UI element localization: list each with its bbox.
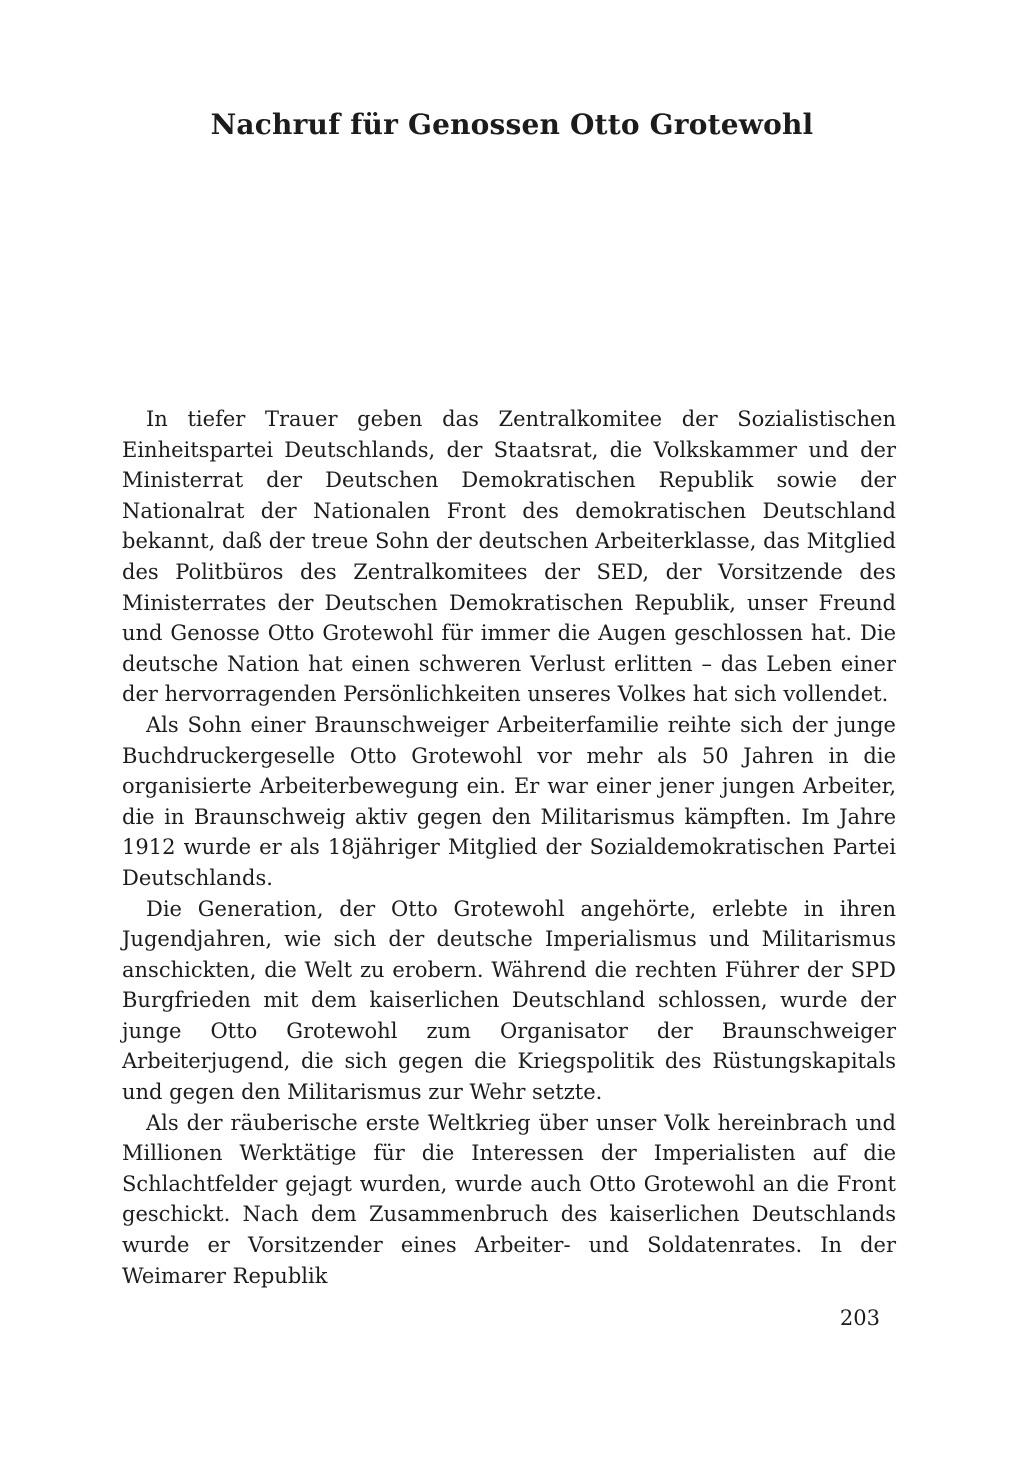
page-title: Nachruf für Genossen Otto Grotewohl: [210, 107, 814, 141]
article-body: [122, 404, 896, 1291]
paragraph-world-war: Als der räuberische erste Weltkrieg über unser Volk hereinbrach und Millionen Werktätige für die Interessen der Imperialisten auf die Schlachtfelder gejagt wurden, wurde auch Otto Grotewohl an die Front geschickt. Nach dem Zusammenbruch des kaiserlichen Deutschlands wurde er Vorsitzender eines Arbeiter- und Soldatenrates. In der Weimarer Republik: [122, 1110, 896, 1288]
page-number: 203: [839, 1306, 880, 1330]
paragraph-youth-generation: Die Generation, der Otto Grotewohl angehörte, erlebte in ihren Jugendjahren, wie sich der deutsche Imperialismus und Militarismus anschickten, die Welt zu erobern. Während die rechten Führer der SPD Burgfrieden mit dem kaiserlichen Deutschland schlossen, wurde der junge Otto Grotewohl zum Organisator der Braunschweiger Arbeiterjugend, die sich gegen die Kriegspolitik des Rüstungskapitals und gegen den Militarismus zur Wehr setzte.: [122, 896, 896, 1105]
paragraph-obituary-announcement: In tiefer Trauer geben das Zentralkomitee der Sozialistischen Einheitspartei Deutschlands, der Staatsrat, die Volkskammer und der Ministerrat der Deutschen Demokratischen Republik sowie der Nationalrat der Nationalen Front des demokratischen Deutschland bekannt, daß der treue Sohn der deutschen Arbeiterklasse, das Mitglied des Politbüros des Zentralkomitees der SED, der Vorsitzende des Ministerrates der Deutschen Demokratischen Republik, unser Freund und Genosse Otto Grotewohl für immer die Augen geschlossen hat. Die deutsche Nation hat einen schweren Verlust erlitten – das Leben einer der hervorragenden Persönlichkeiten unseres Volkes hat sich vollendet.: [122, 407, 896, 707]
paragraph-early-life: Als Sohn einer Braunschweiger Arbeiterfamilie reihte sich der junge Buchdruckergeselle Otto Grotewohl vor mehr als 50 Jahren in die organisierte Arbeiterbewegung ein. Er war einer jener jungen Arbeiter, die in Braunschweig aktiv gegen den Militarismus kämpften. Im Jahre 1912 wurde er als 18jähriger Mitglied der Sozialdemokratischen Partei Deutschlands.: [122, 712, 896, 890]
